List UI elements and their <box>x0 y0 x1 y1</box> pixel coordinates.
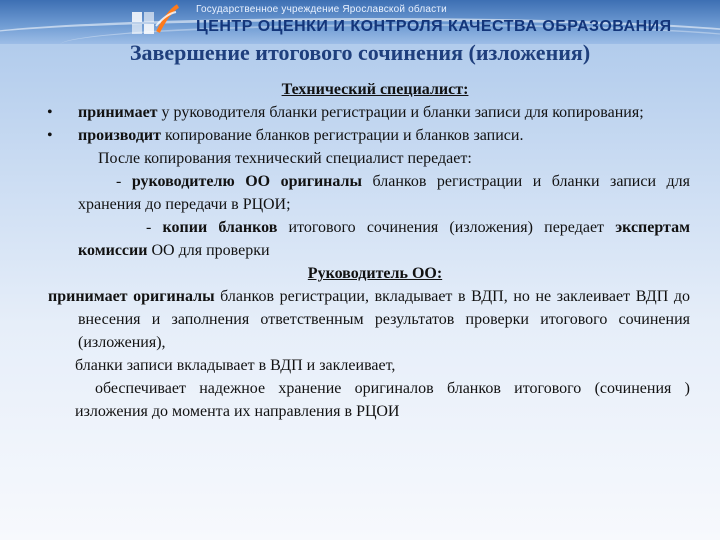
slide-title: Завершение итогового сочинения (изложения) <box>129 40 591 65</box>
header-banner <box>0 0 720 44</box>
head-paragraph: принимает оригиналы бланков регистрации, вкладывает в ВДП, но не заклеивает ВДП до внесения и заполнения ответственным результатов проверки итогового сочинения (изложения), <box>48 288 691 351</box>
bullet-item: • принимает у руководителя бланки регистрации и бланки записи для копирования; <box>0 101 720 124</box>
organization-logo-icon <box>128 2 180 42</box>
organization-name: ЦЕНТР ОЦЕНКИ И КОНТРОЛЯ КАЧЕСТВА ОБРАЗОВАНИЯ <box>196 18 672 35</box>
transfer-item: - копии бланков итогового сочинения (изложения) передает экспертам комиссии ОО для проверки <box>78 219 690 259</box>
tech-specialist-heading: Технический специалист: <box>281 81 469 98</box>
slide-content <box>0 78 720 423</box>
head-heading: Руководитель ОО: <box>307 265 443 282</box>
bullet-icon: • <box>47 104 53 121</box>
bullet-icon: • <box>47 127 53 144</box>
head-paragraph: бланки записи вкладывает в ВДП и заклеивает, <box>75 357 396 374</box>
organization-subtitle: Государственное учреждение Ярославской области <box>196 4 447 15</box>
transfer-item: - руководителю ОО оригиналы бланков регистрации и бланки записи для хранения до передачи в РЦОИ; <box>78 173 691 213</box>
bullet-item: • производит копирование бланков регистрации и бланков записи. <box>0 124 720 147</box>
head-paragraph: обеспечивает надежное хранение оригиналов бланков итогового (сочинения ) изложения до момента их направления в РЦОИ <box>75 380 690 420</box>
after-copy-text: После копирования технический специалист передает: <box>98 150 472 167</box>
